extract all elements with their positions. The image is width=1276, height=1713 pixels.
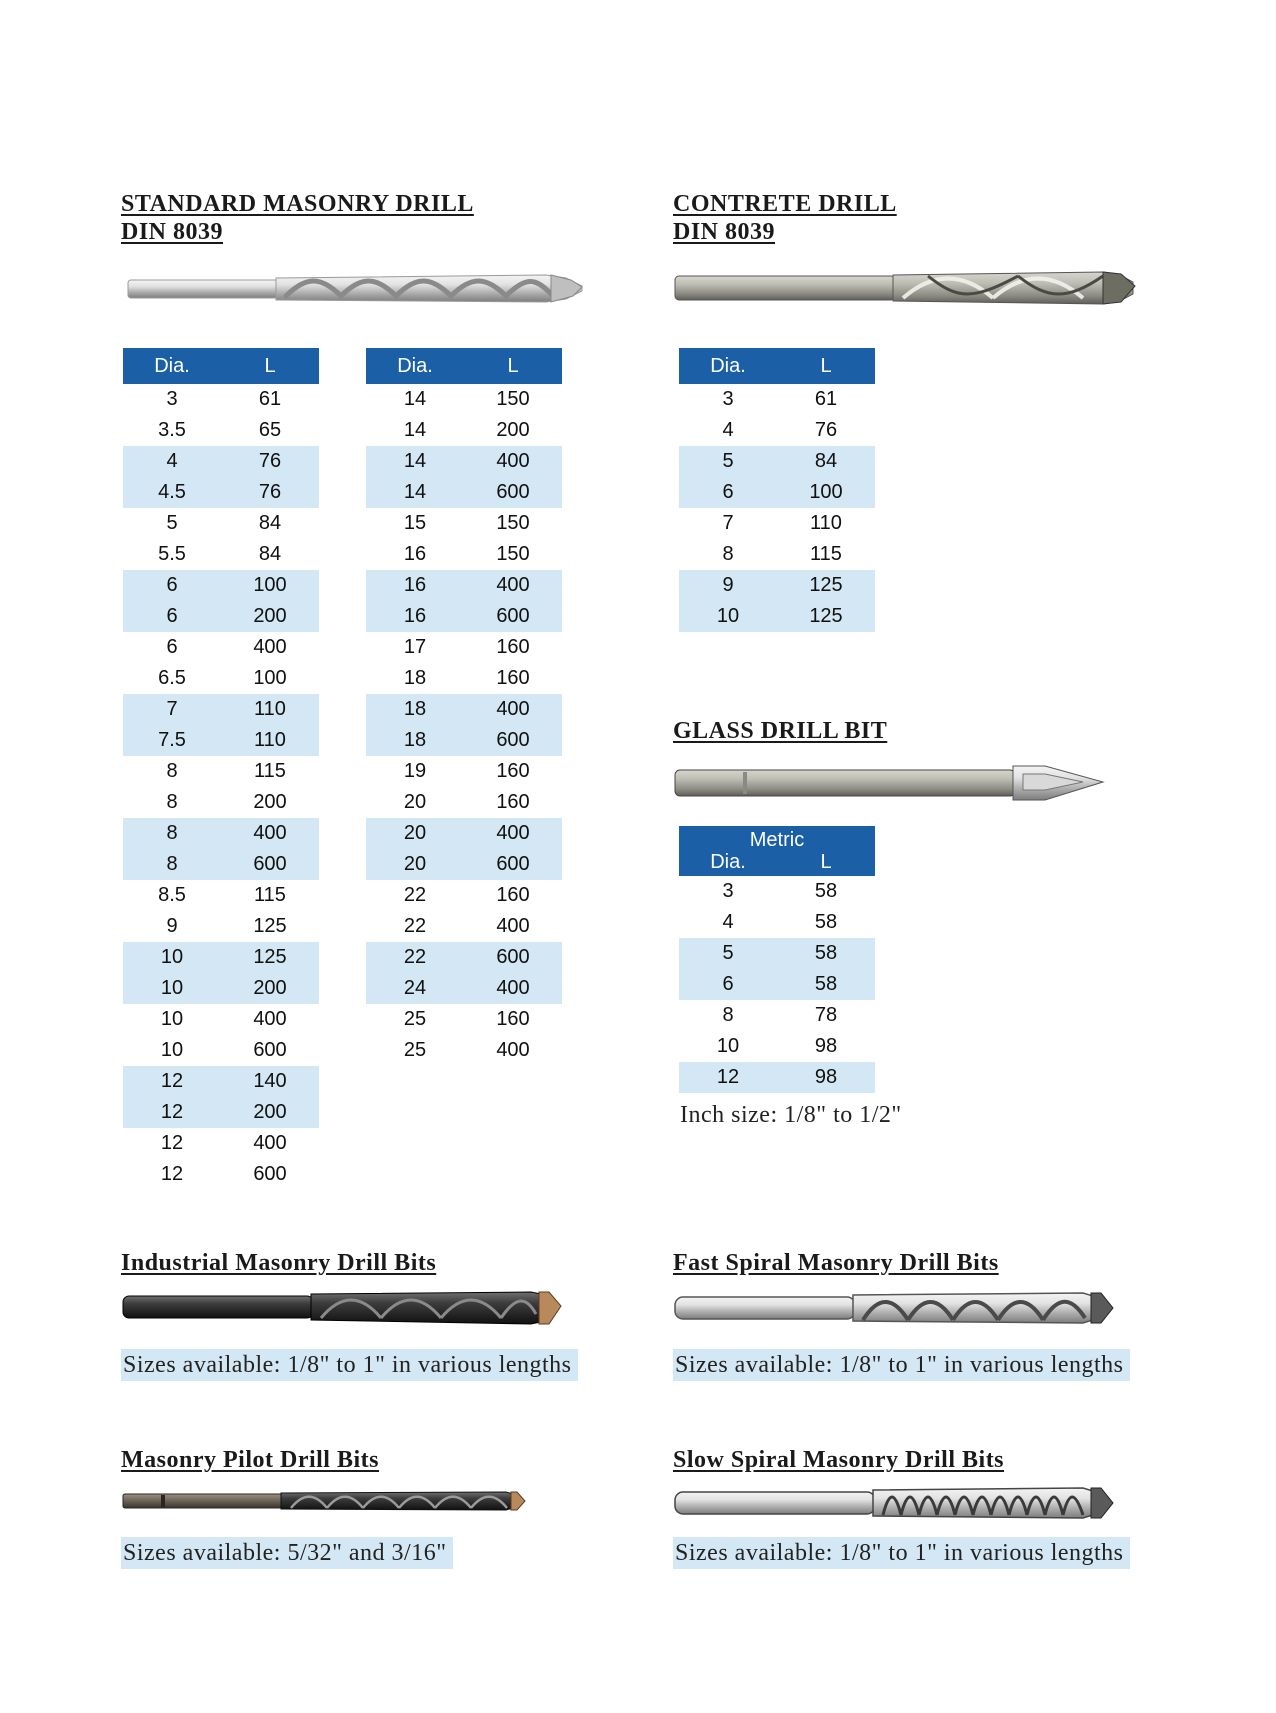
table-row: [123, 1035, 319, 1066]
diameter-cell: 8: [123, 849, 221, 880]
table-row: [679, 384, 875, 415]
length-cell: 84: [258, 512, 282, 534]
diameter-cell: 6: [679, 477, 777, 508]
table-row: [123, 694, 319, 725]
length-cell: 200: [221, 1097, 319, 1128]
length-cell: 150: [496, 543, 530, 565]
length-cell: 61: [258, 388, 282, 410]
glass-inch-size-note: Inch size: 1/8" to 1/2": [680, 1102, 902, 1128]
diameter-cell: 6: [123, 601, 221, 632]
industrial-masonry-title-text: Industrial Masonry Drill Bits: [121, 1250, 437, 1276]
length-cell: 200: [221, 601, 319, 632]
diameter-cell: 7: [123, 694, 221, 725]
diameter-cell: 15: [403, 512, 427, 534]
table-row: [366, 694, 562, 725]
diameter-cell: 8.5: [158, 884, 186, 906]
table-row: [679, 477, 875, 508]
length-cell: 61: [814, 388, 838, 410]
length-cell: 160: [496, 636, 530, 658]
length-cell: 125: [777, 601, 875, 632]
table-row: [123, 818, 319, 849]
fast-spiral-drill-image: [673, 1288, 1115, 1328]
slow-spiral-title-text: Slow Spiral Masonry Drill Bits: [673, 1447, 1005, 1473]
table-row: [679, 446, 875, 477]
table-row: [679, 570, 875, 601]
table-row: [123, 973, 319, 1004]
length-cell: 84: [258, 543, 282, 565]
table-row: [366, 477, 562, 508]
diameter-cell: 3.5: [158, 419, 186, 441]
diameter-cell: 12: [123, 1097, 221, 1128]
diameter-cell: 6: [166, 636, 178, 658]
length-cell: 400: [464, 973, 562, 1004]
diameter-cell: 25: [403, 1039, 427, 1061]
diameter-cell: 5: [679, 446, 777, 477]
length-cell: 400: [496, 915, 530, 937]
length-cell: 400: [253, 636, 287, 658]
diameter-cell: 14: [366, 477, 464, 508]
length-cell: 58: [814, 880, 838, 902]
diameter-cell: 22: [403, 915, 427, 937]
masonry-pilot-title-text: Masonry Pilot Drill Bits: [121, 1447, 379, 1473]
diameter-cell: 8: [166, 760, 178, 782]
length-cell: 125: [253, 915, 287, 937]
diameter-cell: 8: [722, 543, 734, 565]
table-row: [366, 570, 562, 601]
diameter-cell: 9: [679, 570, 777, 601]
table-row: [679, 415, 875, 446]
table-row: [366, 942, 562, 973]
length-cell: 78: [814, 1004, 838, 1026]
fast-spiral-title: [673, 1249, 999, 1277]
industrial-masonry-drill-image: [121, 1288, 563, 1328]
diameter-cell: 6: [123, 570, 221, 601]
length-cell: 400: [496, 1039, 530, 1061]
col-header-dia: Dia.: [123, 348, 221, 384]
metric-group-label: Metric: [749, 829, 805, 851]
length-cell: 110: [221, 694, 319, 725]
concrete-drill-title-line1: CONTRETE DRILL: [673, 191, 897, 217]
diameter-cell: 5: [166, 512, 178, 534]
table-row: [366, 1004, 562, 1035]
length-cell: 600: [464, 725, 562, 756]
table-row: [123, 508, 319, 539]
length-cell: 115: [810, 543, 842, 565]
glass-drill-table: [679, 826, 875, 1093]
diameter-cell: 20: [366, 818, 464, 849]
length-cell: 400: [464, 446, 562, 477]
table-row: [366, 539, 562, 570]
col-header-dia: Dia.: [710, 851, 746, 873]
length-cell: 76: [221, 446, 319, 477]
diameter-cell: 19: [403, 760, 427, 782]
length-cell: 98: [777, 1062, 875, 1093]
standard-masonry-title-line2: DIN 8039: [121, 219, 224, 245]
length-cell: 160: [496, 791, 530, 813]
diameter-cell: 18: [366, 694, 464, 725]
fast-spiral-sizes: Sizes available: 1/8" to 1" in various lengths: [673, 1349, 1130, 1381]
col-header-dia: Dia.: [366, 348, 464, 384]
length-cell: 65: [258, 419, 282, 441]
diameter-cell: 6: [679, 969, 777, 1000]
table-row: [679, 969, 875, 1000]
table-row: [123, 1066, 319, 1097]
slow-spiral-title: [673, 1446, 1004, 1474]
table-row: [366, 725, 562, 756]
table-row: [123, 539, 319, 570]
diameter-cell: 8: [123, 818, 221, 849]
diameter-cell: 10: [160, 1008, 184, 1030]
length-cell: 600: [253, 1039, 287, 1061]
length-cell: 125: [777, 570, 875, 601]
length-cell: 600: [464, 849, 562, 880]
col-header-dia: Dia.: [679, 348, 777, 384]
industrial-masonry-title: [121, 1249, 436, 1277]
table-row: [366, 384, 562, 415]
length-cell: 98: [814, 1035, 838, 1057]
length-cell: 58: [814, 911, 838, 933]
metric-header: [679, 826, 875, 876]
diameter-cell: 25: [403, 1008, 427, 1030]
standard-masonry-title: [121, 190, 474, 246]
length-cell: 600: [221, 849, 319, 880]
diameter-cell: 8: [166, 791, 178, 813]
col-header-length: L: [820, 851, 832, 873]
table-row: [123, 384, 319, 415]
diameter-cell: 9: [166, 915, 178, 937]
length-cell: 160: [496, 760, 530, 782]
table-row: [123, 1097, 319, 1128]
table-row: [679, 907, 875, 938]
length-cell: 400: [464, 694, 562, 725]
table-row: [366, 880, 562, 911]
diameter-cell: 3: [722, 388, 734, 410]
table-row: [366, 849, 562, 880]
table-row: [366, 973, 562, 1004]
table-row: [679, 876, 875, 907]
table-row: [123, 1004, 319, 1035]
table-row: [123, 477, 319, 508]
length-cell: 58: [777, 938, 875, 969]
concrete-drill-title-line2: DIN 8039: [673, 219, 776, 245]
table-row: [366, 787, 562, 818]
table-row: [123, 1128, 319, 1159]
masonry-pilot-title: [121, 1446, 379, 1474]
fast-spiral-title-text: Fast Spiral Masonry Drill Bits: [673, 1250, 999, 1276]
length-cell: 160: [496, 1008, 530, 1030]
length-cell: 140: [221, 1066, 319, 1097]
diameter-cell: 20: [366, 849, 464, 880]
masonry-pilot-drill-image: [121, 1488, 527, 1514]
standard-masonry-table-left: [123, 348, 319, 1190]
diameter-cell: 14: [366, 446, 464, 477]
diameter-cell: 7.5: [123, 725, 221, 756]
glass-drill-title-text: GLASS DRILL BIT: [673, 718, 888, 744]
diameter-cell: 6.5: [158, 667, 186, 689]
concrete-drill-table: [679, 348, 875, 632]
diameter-cell: 8: [722, 1004, 734, 1026]
length-cell: 400: [464, 570, 562, 601]
table-row: [366, 1035, 562, 1066]
table-row: [123, 725, 319, 756]
diameter-cell: 24: [366, 973, 464, 1004]
diameter-cell: 4: [722, 419, 734, 441]
length-cell: 600: [464, 601, 562, 632]
length-cell: 200: [253, 791, 287, 813]
glass-drill-bit-image: [673, 760, 1105, 806]
concrete-drill-title: [673, 190, 897, 246]
table-row: [679, 1000, 875, 1031]
diameter-cell: 4: [722, 911, 734, 933]
diameter-cell: 5: [679, 938, 777, 969]
table-row: [123, 911, 319, 942]
slow-spiral-drill-image: [673, 1484, 1115, 1522]
diameter-cell: 18: [366, 725, 464, 756]
industrial-masonry-sizes: Sizes available: 1/8" to 1" in various lengths: [121, 1349, 578, 1381]
col-header-length: L: [777, 348, 875, 384]
diameter-cell: 22: [366, 942, 464, 973]
table-row: [366, 601, 562, 632]
table-row: [679, 508, 875, 539]
table-row: [366, 632, 562, 663]
length-cell: 150: [496, 512, 530, 534]
length-cell: 150: [496, 388, 530, 410]
masonry-pilot-sizes: Sizes available: 5/32" and 3/16": [121, 1537, 453, 1569]
col-header-length: L: [221, 348, 319, 384]
length-cell: 400: [253, 1008, 287, 1030]
length-cell: 100: [253, 667, 287, 689]
diameter-cell: 17: [403, 636, 427, 658]
length-cell: 400: [221, 818, 319, 849]
diameter-cell: 12: [160, 1132, 184, 1154]
diameter-cell: 16: [403, 543, 427, 565]
table-row: [366, 446, 562, 477]
diameter-cell: 16: [366, 601, 464, 632]
diameter-cell: 10: [716, 1035, 740, 1057]
glass-drill-title: [673, 717, 887, 745]
table-row: [123, 849, 319, 880]
table-row: [123, 570, 319, 601]
length-cell: 110: [810, 512, 842, 534]
diameter-cell: 14: [403, 419, 427, 441]
diameter-cell: 22: [403, 884, 427, 906]
table-row: [123, 601, 319, 632]
standard-masonry-title-line1: STANDARD MASONRY DRILL: [121, 191, 474, 217]
table-row: [679, 1031, 875, 1062]
length-cell: 400: [253, 1132, 287, 1154]
length-cell: 76: [221, 477, 319, 508]
length-cell: 200: [496, 419, 530, 441]
standard-masonry-table-right: [366, 348, 562, 1066]
table-row: [123, 446, 319, 477]
diameter-cell: 12: [679, 1062, 777, 1093]
diameter-cell: 16: [366, 570, 464, 601]
length-cell: 115: [254, 884, 286, 906]
slow-spiral-sizes: Sizes available: 1/8" to 1" in various lengths: [673, 1537, 1130, 1569]
table-row: [123, 787, 319, 818]
diameter-cell: 10: [679, 601, 777, 632]
concrete-drill-image: [673, 264, 1137, 312]
table-row: [366, 508, 562, 539]
diameter-cell: 12: [123, 1066, 221, 1097]
diameter-cell: 18: [403, 667, 427, 689]
diameter-cell: 14: [403, 388, 427, 410]
table-row: [679, 1062, 875, 1093]
diameter-cell: 10: [160, 1039, 184, 1061]
diameter-cell: 20: [403, 791, 427, 813]
length-cell: 100: [221, 570, 319, 601]
table-row: [123, 756, 319, 787]
length-cell: 160: [496, 884, 530, 906]
length-cell: 200: [221, 973, 319, 1004]
table-row: [366, 663, 562, 694]
length-cell: 125: [221, 942, 319, 973]
table-row: [123, 880, 319, 911]
length-cell: 115: [254, 760, 286, 782]
table-row: [123, 415, 319, 446]
length-cell: 600: [464, 942, 562, 973]
table-row: [366, 756, 562, 787]
length-cell: 84: [777, 446, 875, 477]
diameter-cell: 3: [722, 880, 734, 902]
table-row: [123, 632, 319, 663]
length-cell: 100: [777, 477, 875, 508]
table-row: [123, 663, 319, 694]
table-row: [366, 818, 562, 849]
table-row: [679, 539, 875, 570]
table-row: [679, 601, 875, 632]
table-row: [366, 415, 562, 446]
table-row: [123, 942, 319, 973]
diameter-cell: 4: [123, 446, 221, 477]
length-cell: 600: [253, 1163, 287, 1185]
diameter-cell: 10: [123, 942, 221, 973]
diameter-cell: 5.5: [158, 543, 186, 565]
standard-masonry-drill-image: [126, 266, 586, 310]
length-cell: 600: [464, 477, 562, 508]
col-header-length: L: [464, 348, 562, 384]
diameter-cell: 12: [160, 1163, 184, 1185]
diameter-cell: 7: [722, 512, 734, 534]
diameter-cell: 10: [123, 973, 221, 1004]
length-cell: 160: [496, 667, 530, 689]
length-cell: 400: [464, 818, 562, 849]
diameter-cell: 4.5: [123, 477, 221, 508]
table-row: [123, 1159, 319, 1190]
length-cell: 58: [777, 969, 875, 1000]
length-cell: 76: [814, 419, 838, 441]
table-row: [366, 911, 562, 942]
length-cell: 110: [221, 725, 319, 756]
table-row: [679, 938, 875, 969]
diameter-cell: 3: [166, 388, 178, 410]
